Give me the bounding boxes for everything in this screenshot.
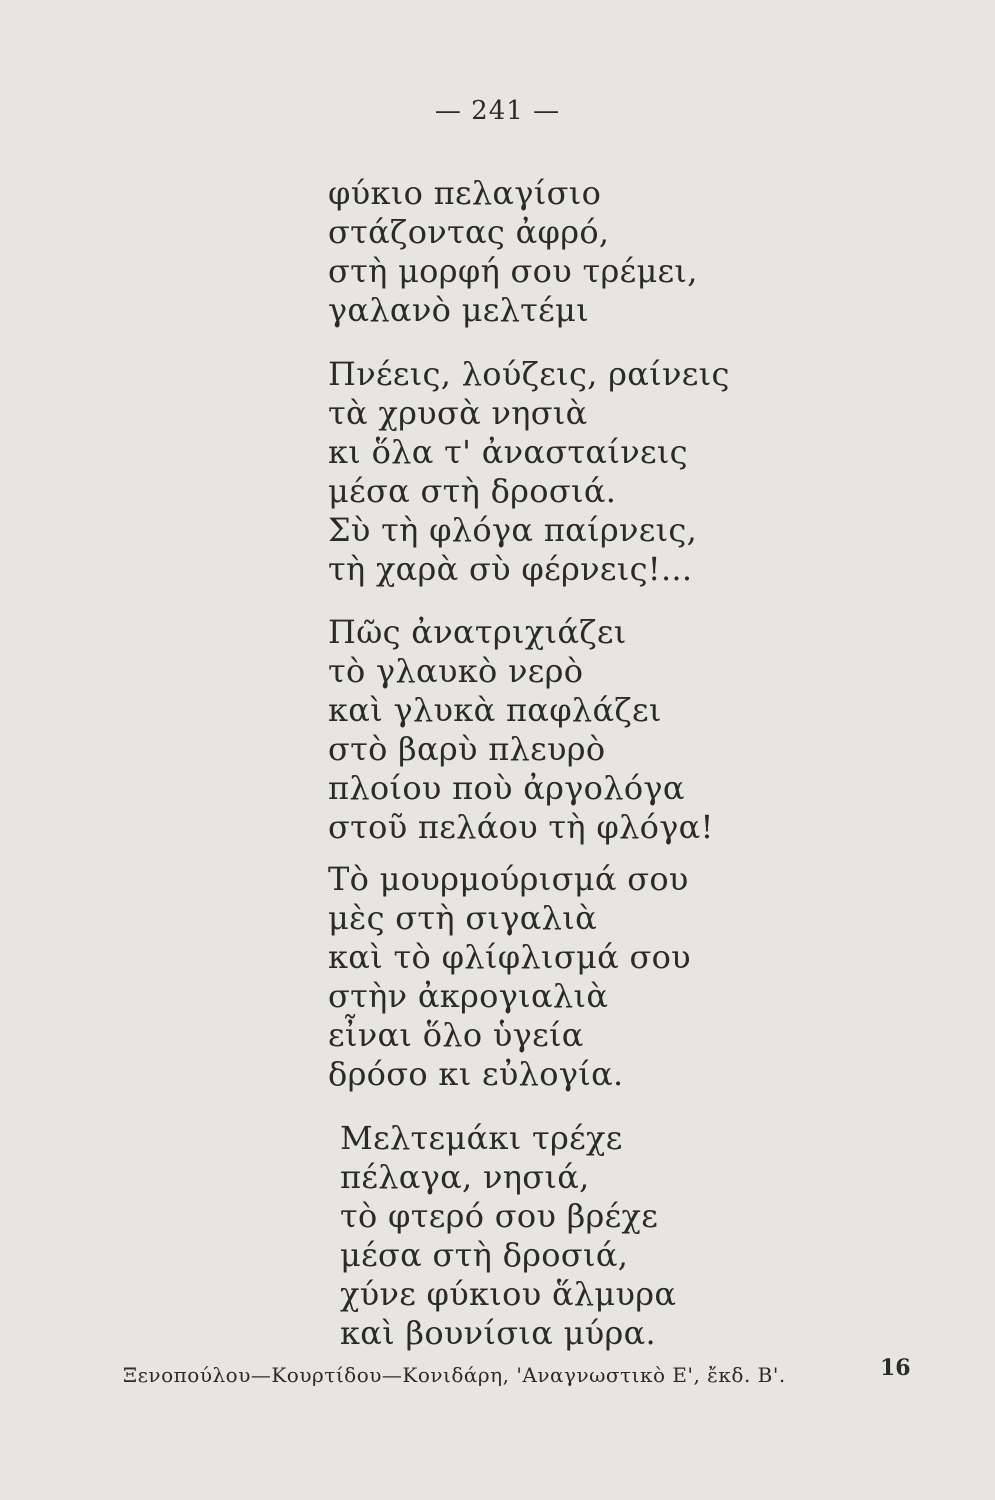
page-number: — 241 —	[434, 96, 561, 126]
poem-line: τὰ χρυσὰ νησιὰ	[328, 394, 588, 432]
poem-line: στὴν ἀκρογιαλιὰ	[328, 977, 609, 1015]
poem-line: στάζοντας ἀφρό,	[328, 213, 610, 251]
stanza-5	[340, 1119, 940, 1353]
poem-line: καὶ τὸ φλίφλισμά σου	[328, 938, 691, 976]
stanza-4	[328, 860, 928, 1094]
poem-line: στὸ βαρὺ πλευρὸ	[328, 730, 606, 768]
poem-line: πέλαγα, νησιά,	[340, 1158, 590, 1196]
poem-line: γαλανὸ μελτέμι	[328, 291, 589, 329]
stanza-2	[328, 355, 928, 589]
poem-line: μὲς στὴ σιγαλιὰ	[328, 899, 598, 937]
poem-line: Τὸ μουρμούρισμά σου	[328, 860, 689, 898]
poem-line: μέσα στὴ δροσιά,	[340, 1236, 629, 1274]
poem-line: στὴ μορφή σου τρέμει,	[328, 252, 698, 290]
poem-line: Σὺ τὴ φλόγα παίρνεις,	[328, 511, 698, 549]
poem-line: φύκιο πελαγίσιο	[328, 174, 602, 212]
poem-line: πλοίου ποὺ ἀργολόγα	[328, 769, 685, 807]
poem-line: Πῶς ἀνατριχιάζει	[328, 613, 627, 651]
poem-line: στοῦ πελάου τὴ φλόγα!	[328, 808, 714, 846]
poem-line: εἶναι ὅλο ὑγεία	[328, 1016, 584, 1054]
poem-line: τὸ φτερό σου βρέχε	[340, 1197, 659, 1235]
poem-line: Μελτεμάκι τρέχε	[340, 1119, 623, 1157]
poem-line: δρόσο κι εὐλογία.	[328, 1055, 624, 1093]
poem-line: κι ὅλα τ' ἀνασταίνεις	[328, 433, 688, 471]
poem-line: Πνέεις, λούζεις, ραίνεις	[328, 355, 730, 393]
stanza-3	[328, 613, 928, 847]
poem-line: χύνε φύκιου ἅλμυρα	[340, 1275, 677, 1313]
poem-line: καὶ γλυκὰ παφλάζει	[328, 691, 662, 729]
poem-line: τὸ γλαυκὸ νερὸ	[328, 652, 584, 690]
signature-mark: 16	[880, 1355, 911, 1381]
poem-line: καὶ βουνίσια μύρα.	[340, 1314, 656, 1352]
stanza-1	[328, 174, 928, 330]
footer-imprint: Ξενοπούλου—Κουρτίδου—Κονιδάρη, 'Αναγνωστικὸ Ε', ἔκδ. Β'.	[123, 1363, 786, 1387]
poem-line: μέσα στὴ δροσιά.	[328, 472, 617, 510]
poem-line: τὴ χαρὰ σὺ φέρνεις!...	[328, 550, 693, 588]
